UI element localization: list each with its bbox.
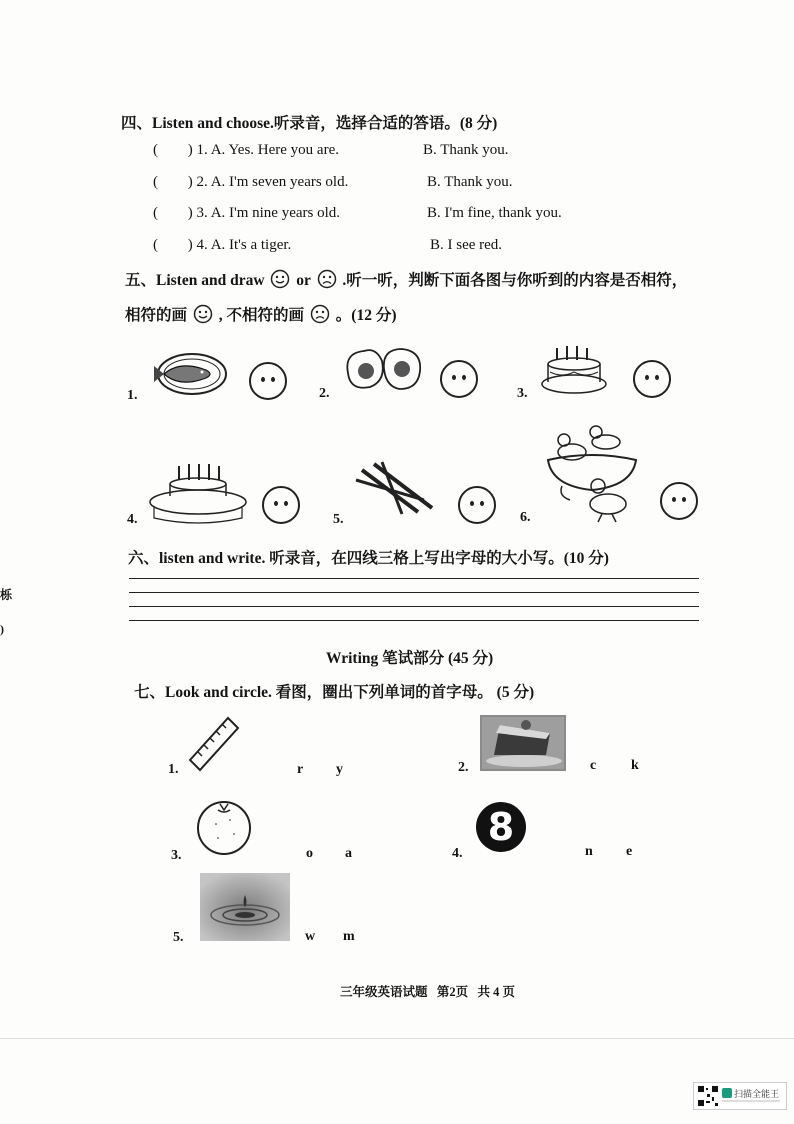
section6-title: 六、listen and write. 听录音，在四线三格上写出字母的大小写。(10 分) <box>128 550 609 567</box>
section5-line2-part: , 不相符的画 <box>218 307 305 324</box>
scanner-badge-label: 扫描全能王 <box>734 1090 780 1100</box>
answer-paren-close: ) <box>187 205 193 221</box>
qr-code-icon <box>697 1085 719 1107</box>
scanner-badge <box>693 1082 787 1110</box>
grid-line <box>129 578 699 579</box>
option-b: B. I'm fine, thank you. <box>427 205 562 221</box>
scanner-badge-subline <box>722 1100 780 1102</box>
number-eight-badge <box>476 802 526 852</box>
writing-section-header: Writing 笔试部分 (45 分) <box>326 650 494 667</box>
item-number: 3. <box>517 386 528 401</box>
section5-title-part: 五、Listen and draw <box>125 272 265 289</box>
letter-option[interactable]: k <box>631 758 639 773</box>
answer-paren-close: ) <box>187 237 193 253</box>
ducks-in-bowl-icon <box>542 424 642 524</box>
item-number: 1. <box>168 762 179 777</box>
side-margin-mark: ) <box>0 622 4 636</box>
answer-paren-open: ( <box>153 205 158 221</box>
scan-edge-line <box>0 1038 794 1039</box>
item-number: 2. <box>196 174 208 190</box>
section7-title: 七、Look and circle. 看图，圈出下列单词的首字母。 (5 分) <box>134 684 535 701</box>
option-a: A. It's a tiger. <box>210 237 292 253</box>
item-number: 1. <box>127 388 138 403</box>
section5-title <box>125 268 687 290</box>
letter-option[interactable]: r <box>297 762 304 777</box>
answer-paren-open: ( <box>153 174 158 190</box>
option-a: A. I'm seven years old. <box>210 174 349 190</box>
section4-title: 四、Listen and choose.听录音，选择合适的答语。(8 分) <box>121 115 498 132</box>
letter-option[interactable]: a <box>345 846 352 861</box>
sad-face-icon <box>310 304 330 324</box>
letter-option[interactable]: y <box>336 762 343 777</box>
list-item <box>153 142 339 159</box>
item-number: 1. <box>196 142 208 158</box>
fish-plate-icon <box>150 348 230 400</box>
list-item <box>153 205 340 222</box>
option-a: A. Yes. Here you are. <box>210 142 339 158</box>
ruler-icon <box>186 714 242 772</box>
smile-face-icon <box>193 304 213 324</box>
section5-title-part: .听一听，判断下面各图与你听到的内容是否相符， <box>342 272 688 289</box>
grid-line <box>129 620 699 621</box>
item-number: 6. <box>520 510 531 525</box>
letter-option[interactable]: m <box>343 929 355 944</box>
answer-paren-open: ( <box>153 142 158 158</box>
answer-face-circle[interactable] <box>262 486 300 524</box>
birthday-cake-icon <box>538 342 610 398</box>
grid-line <box>129 606 699 607</box>
answer-paren-open: ( <box>153 237 158 253</box>
answer-paren-close: ) <box>187 174 193 190</box>
answer-face-circle[interactable] <box>633 360 671 398</box>
item-number: 4. <box>452 846 463 861</box>
fried-eggs-icon <box>342 343 424 395</box>
section5-title-line2 <box>125 303 396 325</box>
list-item <box>153 174 348 191</box>
item-number: 2. <box>458 760 469 775</box>
list-item <box>153 237 291 254</box>
pencils-icon <box>352 460 436 518</box>
cs-logo-icon <box>722 1088 732 1098</box>
item-number: 3. <box>196 205 208 221</box>
water-drop-photo <box>200 873 290 941</box>
item-number: 4. <box>127 512 138 527</box>
answer-face-circle[interactable] <box>458 486 496 524</box>
item-number: 4. <box>196 237 208 253</box>
item-number: 5. <box>333 512 344 527</box>
side-margin-mark: 栎 <box>0 588 13 602</box>
section5-line2-part: 。(12 分) <box>335 307 397 324</box>
section5-title-or: or <box>296 272 311 289</box>
option-a: A. I'm nine years old. <box>210 205 341 221</box>
answer-face-circle[interactable] <box>660 482 698 520</box>
answer-face-circle[interactable] <box>440 360 478 398</box>
orange-icon <box>194 798 254 856</box>
sad-face-icon <box>317 269 337 289</box>
item-number: 3. <box>171 848 182 863</box>
digit-eight: 8 <box>487 805 515 849</box>
letter-option[interactable]: n <box>585 844 593 859</box>
letter-option[interactable]: w <box>305 929 316 944</box>
birthday-cake-icon <box>146 462 250 526</box>
section5-line2-part: 相符的画 <box>125 307 188 324</box>
letter-option[interactable]: o <box>306 846 313 861</box>
item-number: 2. <box>319 386 330 401</box>
smile-face-icon <box>270 269 290 289</box>
answer-face-circle[interactable] <box>249 362 287 400</box>
page-footer: 三年级英语试题 第2页 共 4 页 <box>340 985 516 999</box>
item-number: 5. <box>173 930 184 945</box>
letter-option[interactable]: c <box>590 758 597 773</box>
grid-line <box>129 592 699 593</box>
letter-option[interactable]: e <box>626 844 633 859</box>
cake-slice-photo <box>480 715 566 771</box>
option-b: B. Thank you. <box>427 174 513 190</box>
answer-paren-close: ) <box>187 142 193 158</box>
option-b: B. Thank you. <box>423 142 509 158</box>
option-b: B. I see red. <box>430 237 503 253</box>
